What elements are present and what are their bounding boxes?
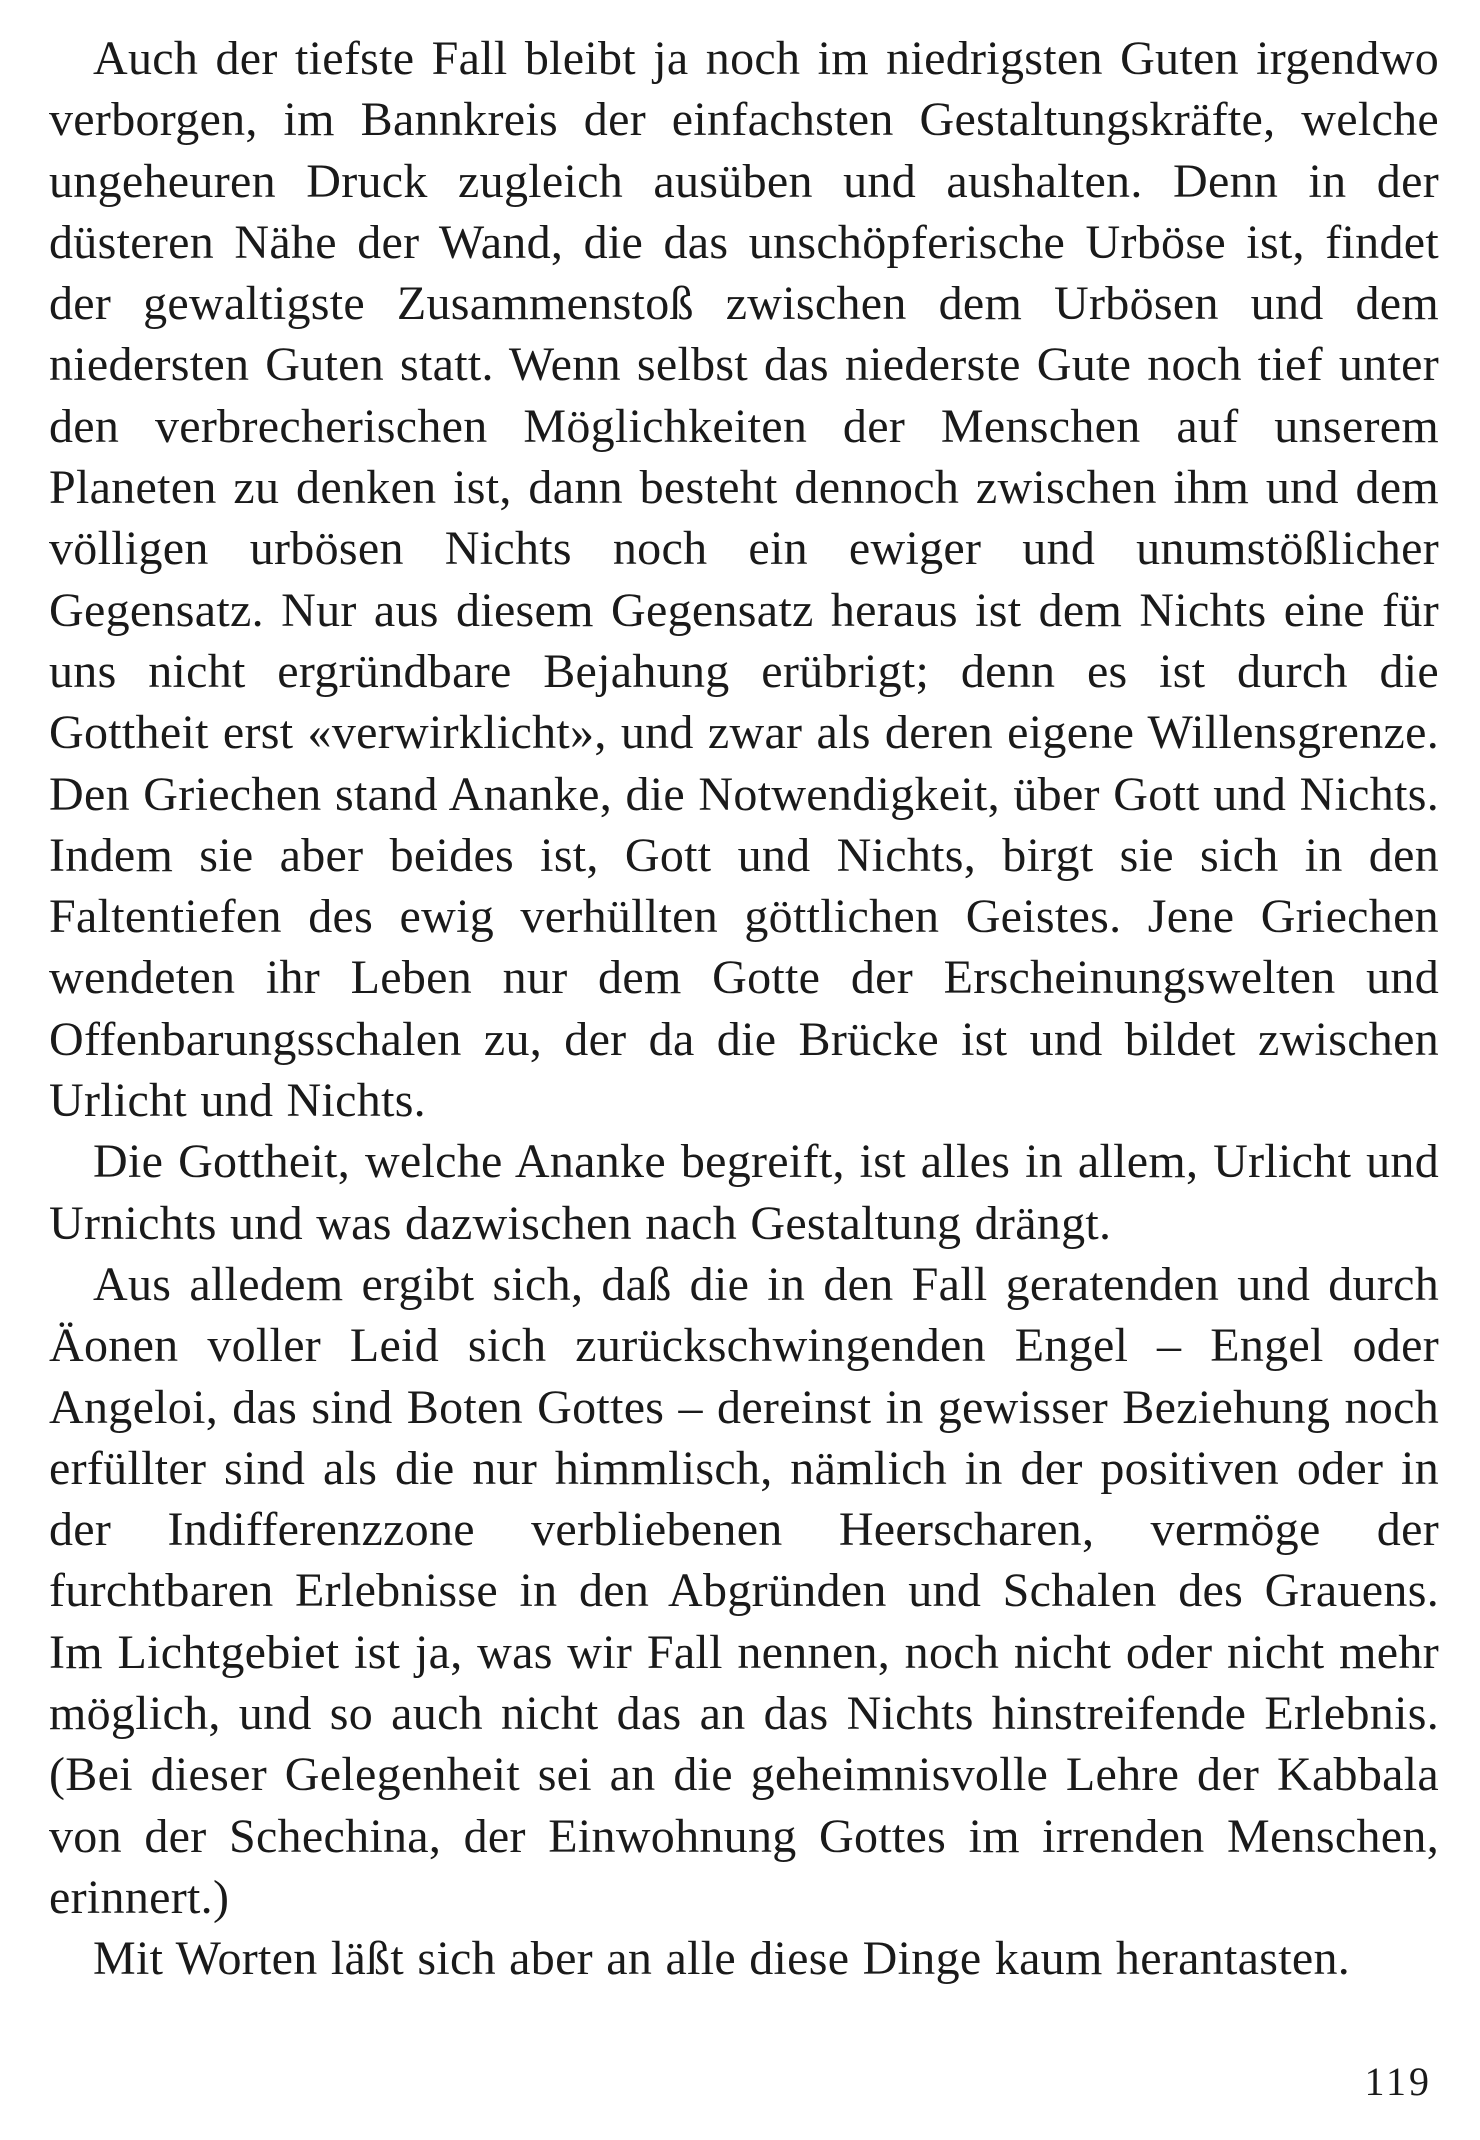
paragraph-2: Die Gottheit, welche Ananke begreift, ist alles in allem, Urlicht und Urnichts und was dazwischen nach Gestaltung drängt. — [49, 1135, 1439, 1250]
paragraph-4: Mit Worten läßt sich aber an alle diese Dinge kaum herantasten. — [93, 1932, 1351, 1986]
paragraph-3: Aus alledem ergibt sich, daß die in den Fall geratenden und durch Äonen voller Leid sich zurückschwingenden Engel – Engel oder Angeloi, das sind Boten Gottes – dereinst in gewisser Beziehung noch erfüllter sind als die nur himmlisch, nämlich in der positiven oder in der Indifferenzzone verbliebenen Heerscharen, vermöge der furchtbaren Erlebnisse in den Abgründen und Schalen des Grauens. Im Lichtgebiet ist ja, was wir Fall nennen, noch nicht oder nicht mehr möglich, und so auch nicht das an das Nichts hinstreifende Erlebnis. (Bei dieser Gelegenheit sei an die geheimnisvolle Lehre der Kabbala von der Schechina, der Einwohnung Gottes im irrenden Menschen, erinnert.) — [49, 1257, 1439, 1924]
page-number: 119 — [1364, 2059, 1432, 2104]
body-text — [49, 28, 1439, 1990]
paragraph-1: Auch der tiefste Fall bleibt ja noch im niedrigsten Guten irgendwo verborgen, im Bannkreis der einfachsten Gestaltungskräfte, welche ungeheuren Druck zugleich ausüben und aushalten. Denn in der düsteren Nähe der Wand, die das unschöpferische Urböse ist, findet der gewaltigste Zusammenstoß zwischen dem Urbösen und dem niedersten Guten statt. Wenn selbst das niederste Gute noch tief unter den verbrecherischen Möglichkeiten der Menschen auf unserem Planeten zu denken ist, dann besteht dennoch zwischen ihm und dem völligen urbösen Nichts noch ein ewiger und unumstößlicher Gegensatz. Nur aus diesem Gegensatz heraus ist dem Nichts eine für uns nicht ergründbare Bejahung erübrigt; denn es ist durch die Gottheit erst «verwirklicht», und zwar als deren eigene Willensgrenze. Den Griechen stand Ananke, die Notwendigkeit, über Gott und Nichts. Indem sie aber beides ist, Gott und Nichts, birgt sie sich in den Faltentiefen des ewig verhüllten göttlichen Geistes. Jene Griechen wendeten ihr Leben nur dem Gotte der Erscheinungswelten und Offenbarungsschalen zu, der da die Brücke ist und bildet zwischen Urlicht und Nichts. — [49, 32, 1439, 1128]
